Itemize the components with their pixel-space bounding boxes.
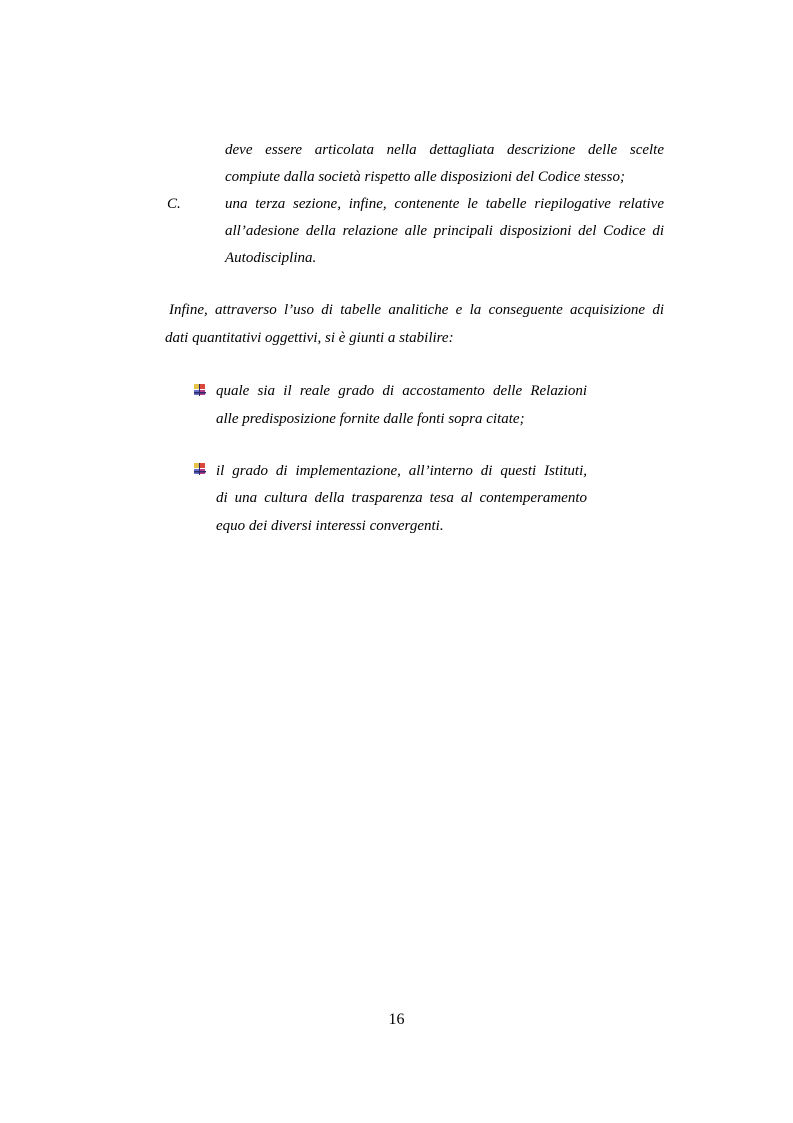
list-continuation-line-2: compiute dalla società rispetto alle disposizioni del Codice stesso;	[225, 169, 625, 185]
bullet-1-line-2: alle predisposizione fornite dalle fonti sopra citate;	[216, 411, 525, 427]
list-marker-c: C.	[167, 196, 181, 212]
page-number: 16	[388, 1011, 405, 1028]
paragraph-line-2: dati quantitativi oggettivi, si è giunti a stabilire:	[165, 330, 454, 346]
bullet-1-line-1: quale sia il reale grado di accostamento delle Relazioni	[216, 383, 587, 399]
bullet-2-line-2: di una cultura della trasparenza tesa al contemperamento	[216, 490, 587, 506]
bullet-2-line-3: equo dei diversi interessi convergenti.	[216, 518, 444, 534]
list-continuation-line-1: deve essere articolata nella dettagliata descrizione delle scelte	[225, 142, 664, 158]
list-item-c-line-2: all’adesione della relazione alle principali disposizioni del Codice di	[225, 223, 664, 239]
bullet-2-line-1: il grado di implementazione, all’interno di questi Istituti,	[216, 463, 587, 479]
list-item-c-line-3: Autodisciplina.	[225, 250, 317, 266]
bullet-cross-icon	[194, 384, 206, 396]
bullet-cross-icon	[194, 463, 206, 475]
list-item-c-line-1: una terza sezione, infine, contenente le tabelle riepilogative relative	[225, 196, 664, 212]
paragraph-line-1: Infine, attraverso l’uso di tabelle analitiche e la conseguente acquisizione di	[169, 302, 664, 318]
